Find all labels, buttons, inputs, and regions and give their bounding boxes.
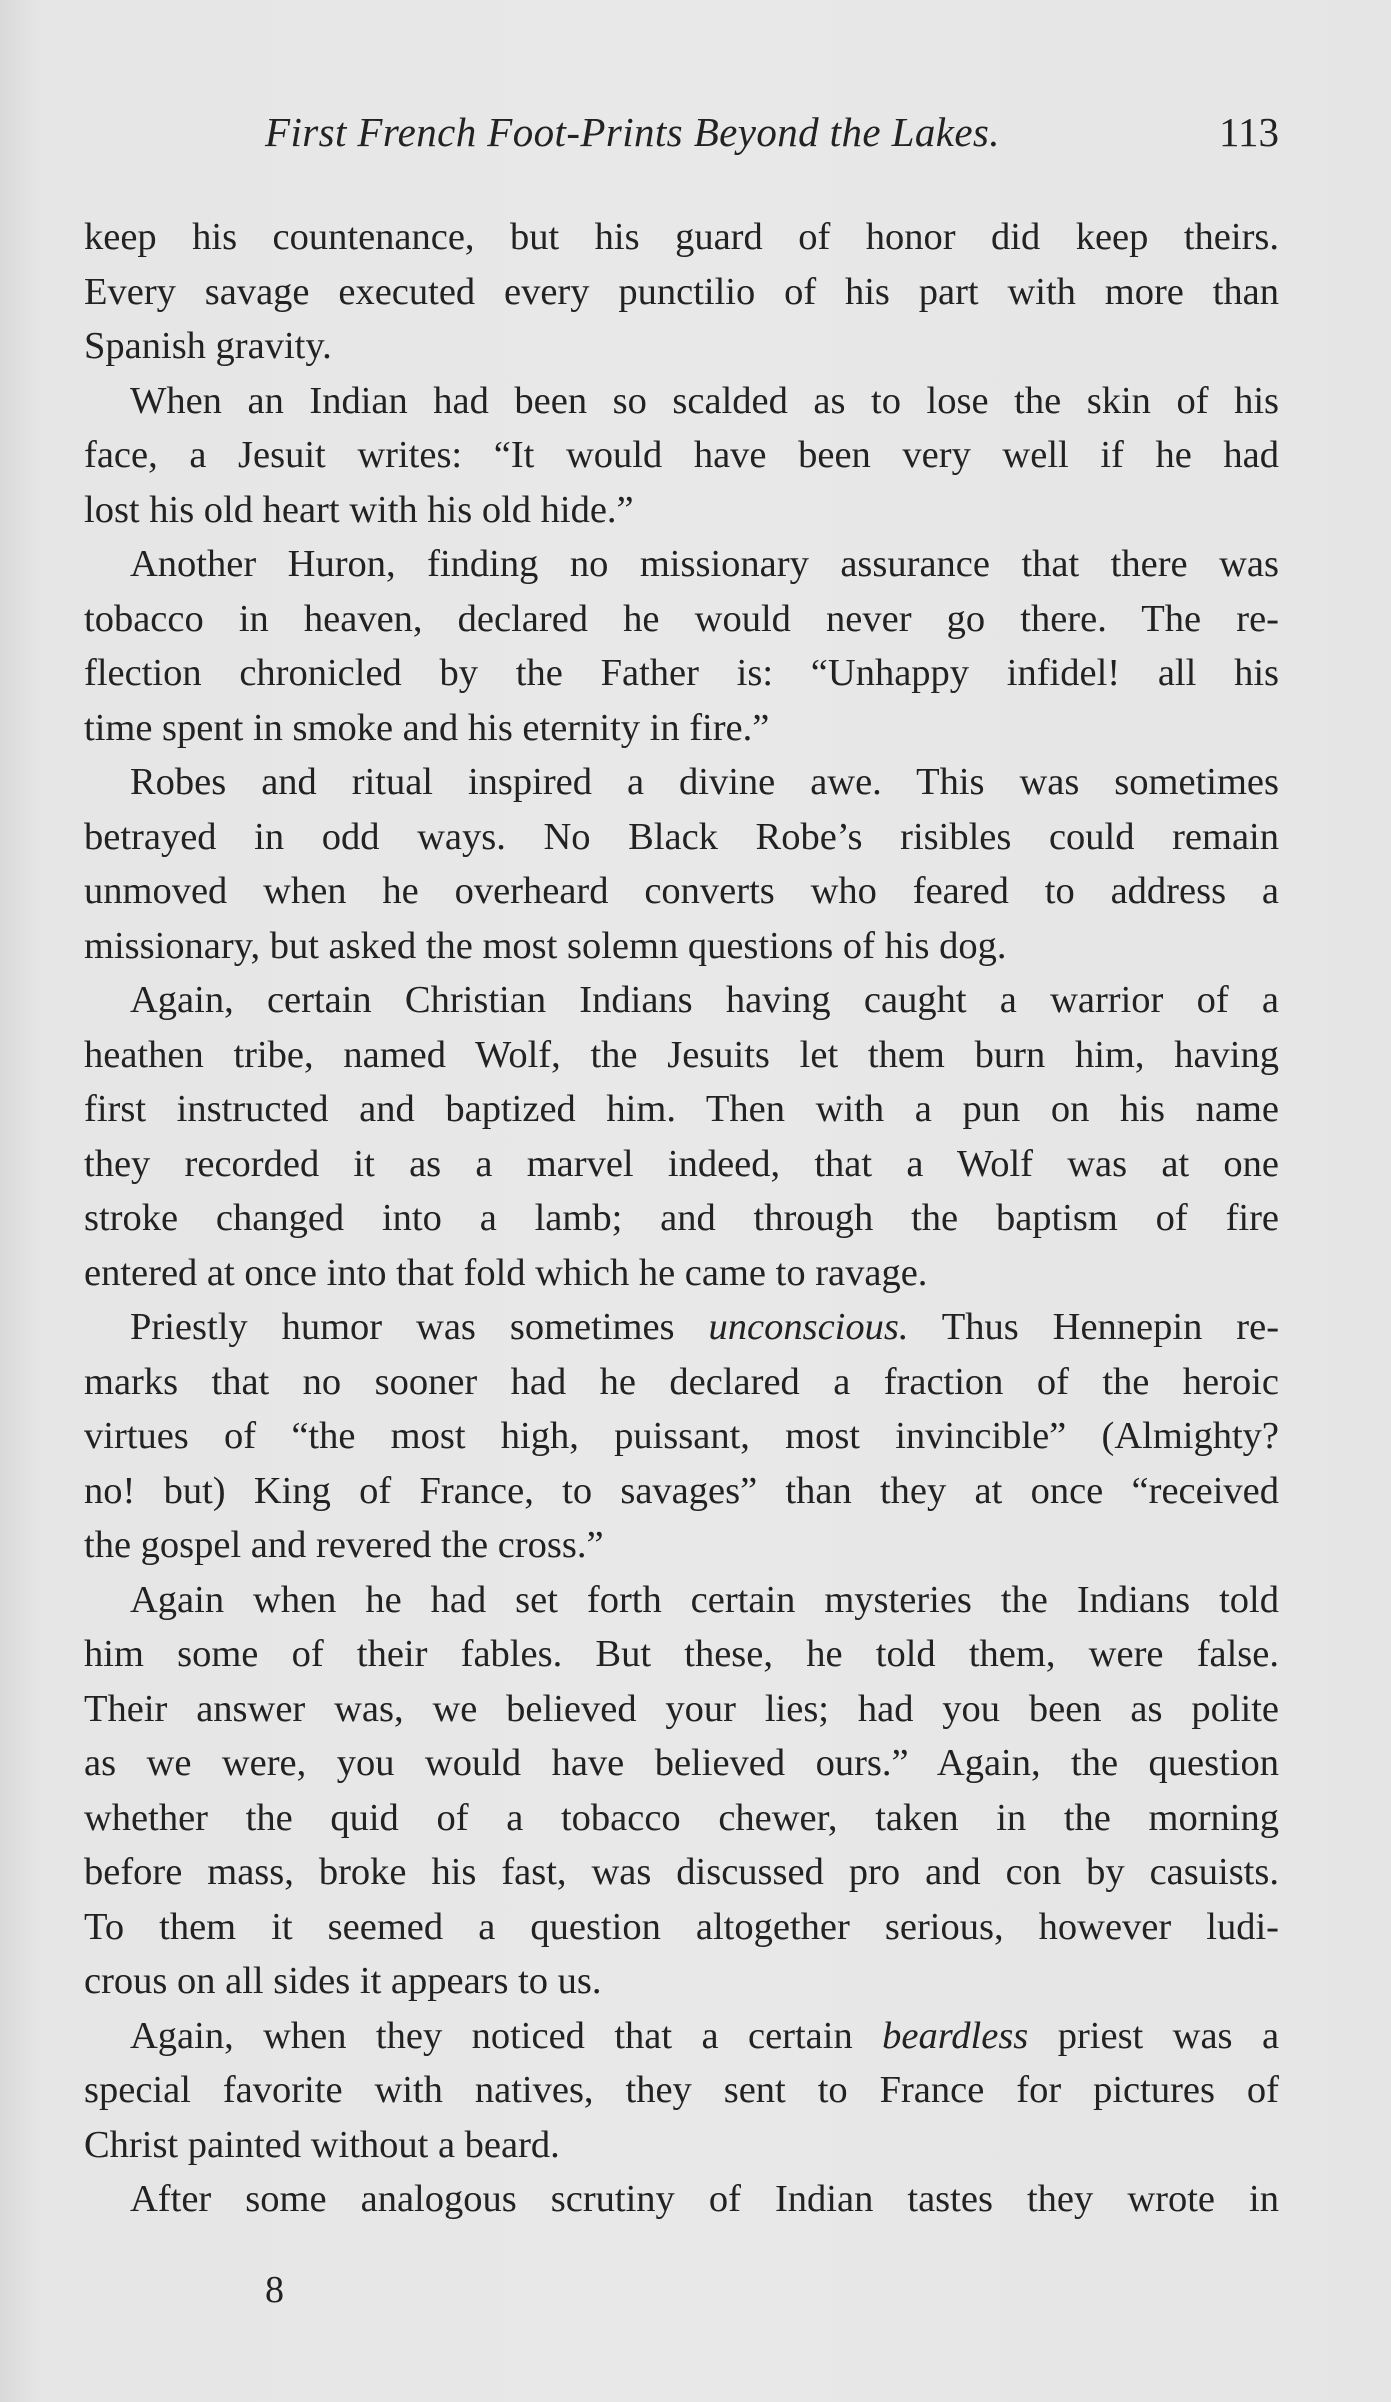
text-line: Robes and ritual inspired a divine awe. This was sometimes — [130, 761, 1279, 803]
text-line: him some of their fables. But these, he told them, were false. — [84, 1633, 1279, 1675]
text-line: Another Huron, finding no missionary assurance that there was — [130, 543, 1279, 585]
text-line: lost his old heart with his old hide.” — [84, 488, 634, 531]
text-line: no! but) King of France, to savages” than they at once “received — [84, 1469, 1279, 1512]
text-line: whether the quid of a tobacco chewer, taken in the morning — [84, 1796, 1279, 1839]
text-span: Thus Hennepin re- — [941, 1306, 1280, 1348]
italic-emphasis: unconscious. — [708, 1306, 909, 1348]
text-line: Their answer was, we believed your lies; had you been as polite — [84, 1687, 1279, 1730]
page-header — [0, 108, 1391, 168]
text-line: virtues of “the most high, puissant, most invincible” (Almighty? — [84, 1415, 1279, 1457]
text-line-mixed — [84, 1300, 1279, 1355]
text-line: tobacco in heaven, declared he would never go there. The re- — [84, 597, 1279, 640]
text-line: After some analogous scrutiny of Indian tastes they wrote in — [130, 2178, 1279, 2220]
text-span: Priestly humor was sometimes — [130, 1306, 675, 1348]
text-line: When an Indian had been so scalded as to lose the skin of his — [130, 379, 1279, 422]
text-line: before mass, broke his fast, was discussed pro and con by casuists. — [84, 1851, 1279, 1893]
signature-mark: 8 — [265, 2269, 284, 2311]
text-line: missionary, but asked the most solemn questions of his dog. — [84, 924, 1007, 967]
text-line: crous on all sides it appears to us. — [84, 1960, 602, 2002]
page-number: 113 — [1219, 109, 1279, 155]
text-line: special favorite with natives, they sent to France for pictures of — [84, 2069, 1279, 2111]
running-head-title: First French Foot-Prints Beyond the Lakes. — [265, 109, 1000, 155]
text-line: Christ painted without a beard. — [84, 2123, 560, 2166]
text-line: first instructed and baptized him. Then with a pun on his name — [84, 1088, 1279, 1130]
text-line: To them it seemed a question altogether serious, however ludi- — [84, 1905, 1279, 1948]
text-line: face, a Jesuit writes: “It would have been very well if he had — [84, 434, 1279, 476]
text-line: the gospel and revered the cross.” — [84, 1524, 604, 1566]
italic-emphasis: beardless — [882, 2014, 1029, 2057]
text-line-mixed — [84, 2009, 1279, 2064]
text-line: as we were, you would have believed ours.” Again, the question — [84, 1742, 1279, 1784]
text-line: unmoved when he overheard converts who feared to address a — [84, 870, 1279, 912]
text-line: Again when he had set forth certain mysteries the Indians told — [130, 1578, 1279, 1621]
text-line: stroke changed into a lamb; and through the baptism of fire — [84, 1197, 1279, 1239]
text-line: betrayed in odd ways. No Black Robe’s risibles could remain — [84, 815, 1279, 858]
text-line: marks that no sooner had he declared a fraction of the heroic — [84, 1360, 1279, 1403]
text-line: heathen tribe, named Wolf, the Jesuits let them burn him, having — [84, 1033, 1279, 1076]
text-line: flection chronicled by the Father is: “Unhappy infidel! all his — [84, 652, 1279, 694]
body-text — [84, 210, 1279, 2227]
text-line: they recorded it as a marvel indeed, that a Wolf was at one — [84, 1142, 1279, 1185]
text-line: time spent in smoke and his eternity in fire.” — [84, 706, 770, 749]
text-line: Every savage executed every punctilio of his part with more than — [84, 270, 1279, 313]
text-line: entered at once into that fold which he came to ravage. — [84, 1251, 928, 1294]
text-line: Spanish gravity. — [84, 325, 332, 367]
text-span: priest was a — [1057, 2014, 1280, 2057]
text-line: keep his countenance, but his guard of honor did keep theirs. — [84, 216, 1279, 258]
text-line: Again, certain Christian Indians having caught a warrior of a — [130, 979, 1279, 1021]
text-span: Again, when they noticed that a certain — [130, 2014, 853, 2057]
